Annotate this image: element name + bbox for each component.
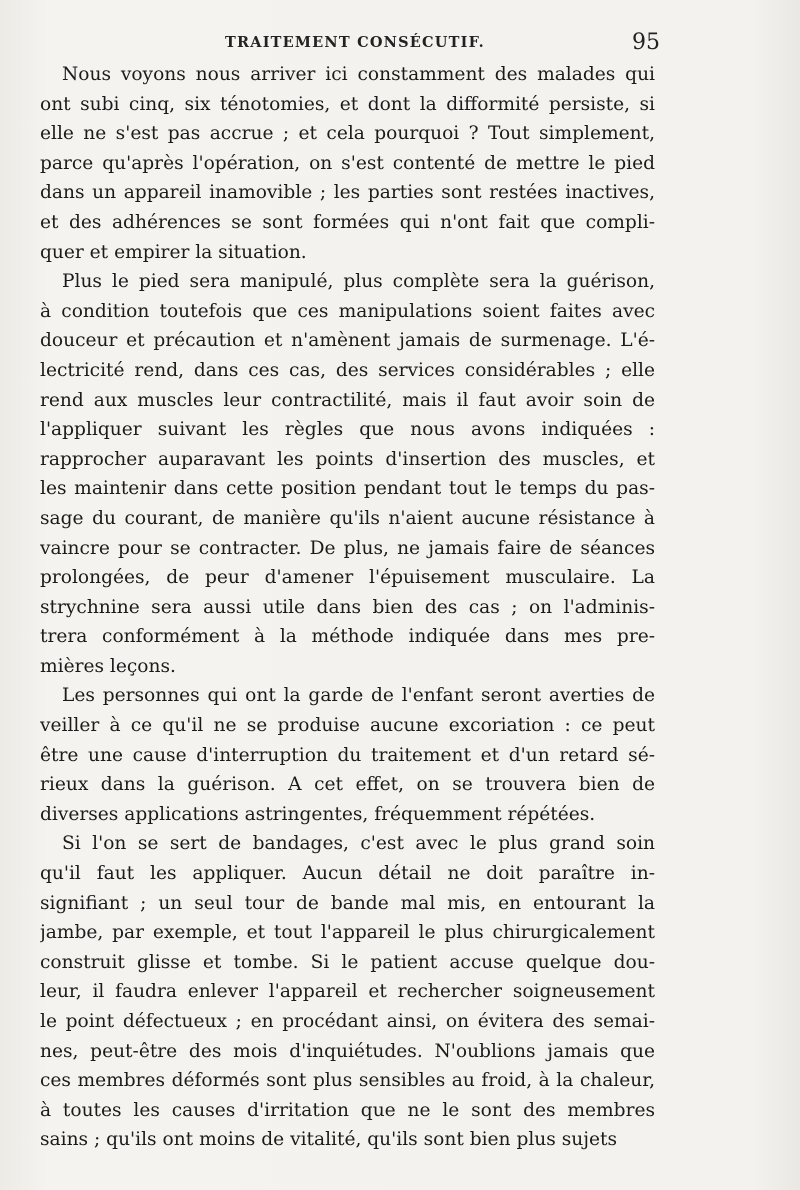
text-line: douceur et précaution et n'amènent jamais de surmenage. L'é- [40,330,655,352]
text-line: jambe, par exemple, et tout l'appareil le plus chirurgicalement [40,922,655,944]
text-line: à toutes les causes d'irritation que ne le sont des membres [40,1099,655,1121]
page-number: 95 [632,30,660,55]
text-line: vaincre pour se contracter. De plus, ne jamais faire de séances [40,537,655,559]
text-line: veiller à ce qu'il ne se produise aucune excoriation : ce peut [40,715,655,737]
text-line: quer et empirer la situation. [40,241,307,263]
text-line: construit glisse et tombe. Si le patient accuse quelque dou- [40,951,655,973]
text-line: et des adhérences se sont formées qui n'ont fait que compli- [40,211,655,233]
text-line: diverses applications astringentes, fréquemment répétées. [40,803,596,825]
text-line: être une cause d'interruption du traitement et d'un retard sé- [40,744,655,766]
text-line: nes, peut-être des mois d'inquiétudes. N'oublions jamais que [40,1040,655,1062]
text-line: dans un appareil inamovible ; les parties sont restées inactives, [40,182,655,204]
text-line: Nous voyons nous arriver ici constamment des malades qui [62,64,655,85]
text-line: strychnine sera aussi utile dans bien des cas ; on l'adminis- [40,596,655,618]
text-line: rend aux muscles leur contractilité, mais il faut avoir soin de [40,389,655,411]
text-line: mières leçons. [40,655,176,677]
text-line: rieux dans la guérison. A cet effet, on se trouvera bien de [40,774,655,796]
text-line: parce qu'après l'opération, on s'est contenté de mettre le pied [40,152,655,174]
text-line: les maintenir dans cette position pendant tout le temps du pas- [40,478,655,500]
text-line: Plus le pied sera manipulé, plus complète sera la guérison, [62,271,655,293]
text-line: Les personnes qui ont la garde de l'enfant seront averties de [62,685,655,707]
text-line: elle ne s'est pas accrue ; et cela pourquoi ? Tout simplement, [40,123,655,145]
text-line: le point défectueux ; en procédant ainsi, on évitera des semai- [40,1011,655,1032]
text-line: signifiant ; un seul tour de bande mal mis, en entourant la [40,892,655,914]
text-line: prolongées, de peur d'amener l'épuisement musculaire. La [40,567,655,589]
text-line: à condition toutefois que ces manipulations soient faites avec [40,300,655,322]
text-line: lectricité rend, dans ces cas, des services considérables ; elle [40,359,655,381]
body-text [40,60,655,1155]
text-line: rapprocher auparavant les points d'insertion des muscles, et [40,448,655,470]
page-header [40,30,660,60]
text-line: ont subi cinq, six ténotomies, et dont la difformité persiste, si [40,93,655,115]
text-line: Si l'on se sert de bandages, c'est avec le plus grand soin [62,833,655,855]
text-line: sains ; qu'ils ont moins de vitalité, qu'ils sont bien plus sujets [40,1129,618,1151]
text-line: l'appliquer suivant les règles que nous avons indiquées : [40,419,655,441]
text-line: qu'il faut les appliquer. Aucun détail ne doit paraître in- [40,863,655,885]
running-head: TRAITEMENT CONSÉCUTIF. [225,34,485,51]
text-line: sage du courant, de manière qu'ils n'aient aucune résistance à [40,507,655,529]
text-line: trera conformément à la méthode indiquée dans mes pre- [40,626,655,648]
text-line: ces membres déformés sont plus sensibles au froid, à la chaleur, [40,1070,655,1092]
text-line: leur, il faudra enlever l'appareil et rechercher soigneusement [40,981,655,1003]
